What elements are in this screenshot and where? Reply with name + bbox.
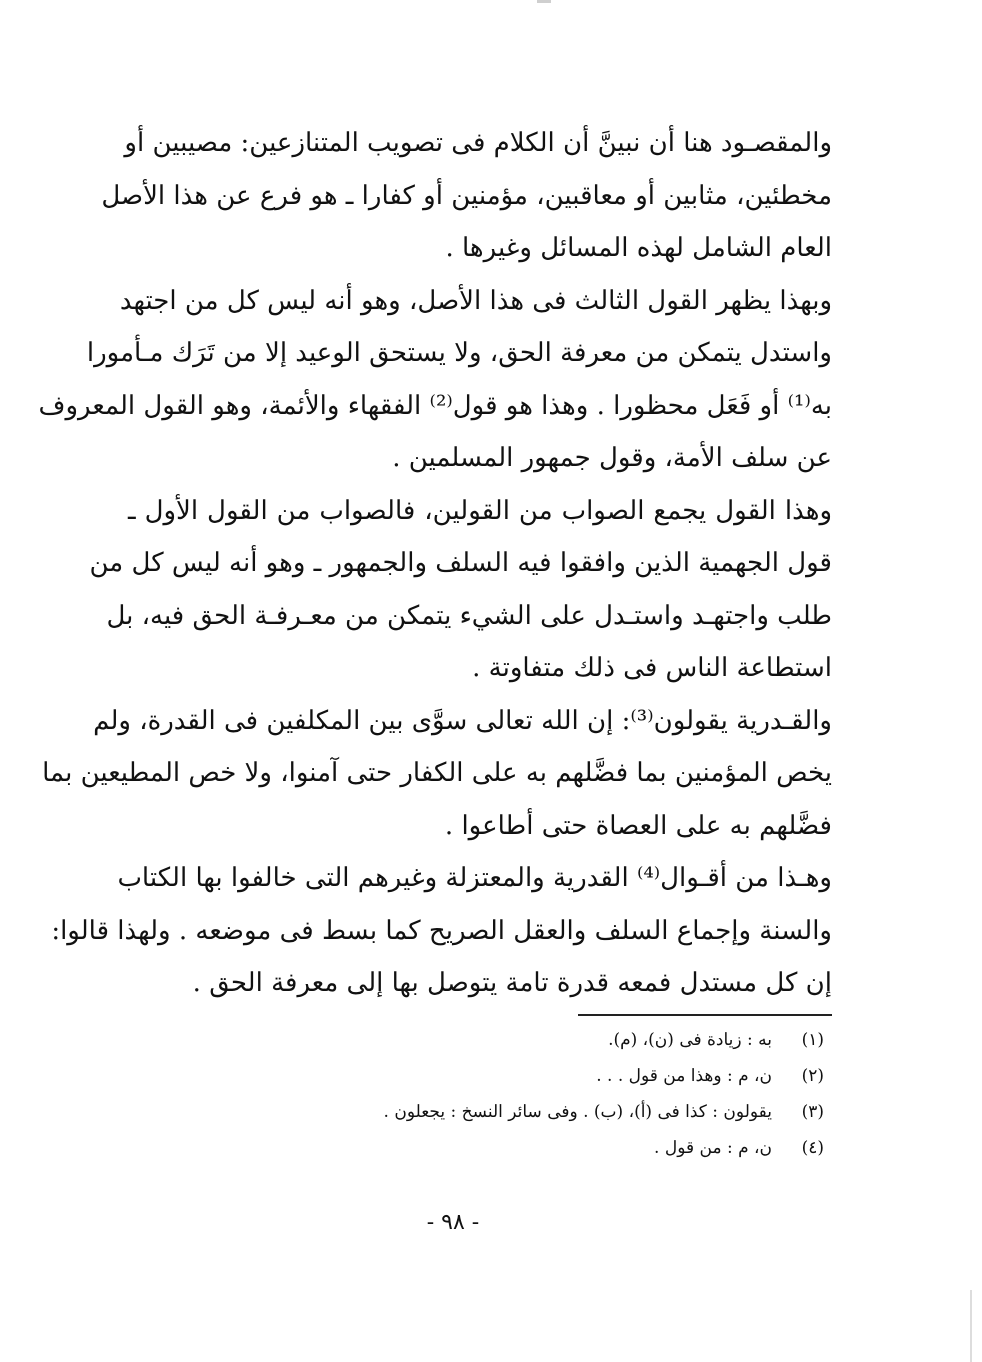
footnote-item [384,1022,824,1058]
text-line: وهذا القول يجمع الصواب من القولين، فالصواب من القول الأول ـ [128,495,833,526]
scan-artifact-right [970,1290,972,1362]
text-line: إن كل مستدل فمعه قدرة تامة يتوصل بها إلى معرفة الحق . [192,968,832,998]
footnotes [384,1022,824,1166]
text-line: به⁽¹⁾ أو فَعَل محظورا . وهذا هو قول⁽²⁾ الفقهاء والأئمة، وهو القول المعروف [38,390,832,421]
footnote-item [384,1058,824,1094]
text-line: مخطئين، مثابين أو معاقبين، مؤمنين أو كفارا ـ هو فرع عن هذا الأصل [101,180,832,211]
footnote-number: (٢) [801,1066,824,1086]
text-line: قول الجهمية الذين وافقوا فيه السلف والجمهور ـ وهو أنه ليس كل من [89,548,832,578]
footnote-item [384,1094,824,1130]
text-line: عن سلف الأمة، وقول جمهور المسلمين . [392,443,832,473]
footnote-text: به : زيادة فى (ن)، (م). [608,1030,772,1050]
text-line: استطاعة الناس فى ذلك متفاوتة . [472,653,832,683]
text-line: والقـدرية يقولون⁽³⁾: إن الله تعالى سوَّى بين المكلفين فى القدرة، ولم [93,705,832,736]
text-line: وهـذا من أقـوال⁽⁴⁾ القدرية والمعتزلة وغيرهم التى خالفوا بها الكتاب [117,863,832,893]
scan-artifact-top [537,0,551,3]
text-line: واستدل يتمكن من معرفة الحق، ولا يستحق الوعيد إلا من تَرَك مـأمورا [86,338,832,368]
footnote-text: يقولون : كذا فى (أ)، (ب) . وفى سائر النسخ : يجعلون . [383,1102,772,1122]
text-line: والسنة وإجماع السلف والعقل الصريح كما بسط فى موضعه . ولهذا قالوا: [51,915,832,946]
text-line: وبهذا يظهر القول الثالث فى هذا الأصل، وهو أنه ليس كل من اجتهد [119,285,832,316]
footnote-divider [578,1014,832,1016]
page-number: - ٩٨ - [426,1210,480,1235]
text-line: فضَّلهم به على العصاة حتى أطاعوا . [444,810,832,841]
footnote-number: (١) [801,1030,824,1050]
text-line: طلب واجتهـد واستـدل على الشيء يتمكن من معـرفـة الحق فيه، بل [106,600,832,631]
text-line: والمقصـود هنا أن نبينَّ أن الكلام فى تصويب المتنازعين: مصيبين أو [124,128,832,158]
footnote-text: ن، م : من قول . [654,1138,772,1158]
footnote-number: (٣) [801,1102,824,1122]
footnote-item [384,1130,824,1166]
footnote-text: ن، م : وهذا من قول . . . [596,1066,772,1086]
text-line: العام الشامل لهذه المسائل وغيرها . [445,233,832,263]
footnote-number: (٤) [801,1138,824,1158]
main-text [38,117,833,1010]
text-line: يخص المؤمنين بما فضَّلهم به على الكفار حتى آمنوا، ولا خص المطيعين بما [42,758,832,788]
